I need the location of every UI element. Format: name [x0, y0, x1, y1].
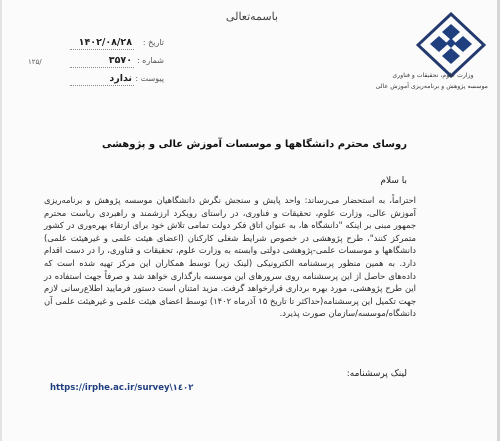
ministry-name: وزارت علوم، تحقیقات و فناوری [392, 72, 474, 79]
date-row [56, 38, 164, 52]
survey-link[interactable]: https://irphe.ac.ir/survey\۱٤۰۲ [50, 383, 194, 393]
number-row [56, 56, 164, 70]
attachment-underline [70, 85, 134, 86]
number-underline [70, 67, 134, 68]
letter-body: احتراماً، به استحضار می‌رساند: واحد پایش و سنجش نگرش دانشگاهیان موسسه پژوهش و برنامه‌ریزی آموزش عالی، وزارت علوم، تحقیقات و فناوری، در راستای رویکرد ارزشمند و راهبردی ریاست محترم جمهور مبنی بر اینکه "دانشگاه ها، به عنوان اتاق فکر دولت تمامی تلاش خود برای ارتقاء بهره‌وری در کشور متمرکز کنند"، طرح پژوهشی در خصوص شرایط شغلی کارکنان (اعضای هیئت علمی و غیرهیئت علمی) دانشگاهها و موسسات علمی-پژوهشی دولتی وابسته به وزارت علوم، تحقیقات و فناوری، را در دست اقدام دارد. به همین منظور پرسشنامه الکترونیکی (لینک زیر) توسط همکاران این مرکز تهیه شده است که داده‌های حاصل از این پرسشنامه روی سرورهای این موسسه بارگذاری خواهد شد و صرفاً جهت استفاده در این طرح پژوهشی، مورد بهره برداری قرارخواهد گرفت. مزید امتنان است دستور فرمایید اطلاع‌رسانی لازم جهت تکمیل این پرسشنامه(حداکثر تا تاریخ ۱۵ آذرماه ۱۴۰۲) توسط اعضای هیئت علمی و غیرهیئت علمی آن دانشگاه/موسسه/سازمان صورت پذیرد. [44, 195, 417, 319]
date-label: تاریخ : [142, 38, 164, 47]
number-label: شماره : [136, 56, 164, 65]
date-underline [70, 49, 134, 50]
attachment-label: پیوست : [135, 74, 164, 83]
page-edge-left [0, 0, 2, 441]
number-value: ۳۵۷۰ [108, 55, 132, 66]
letter-addressee: روسای محترم دانشگاهها و موسسات آموزش عالی و پژوهشی [102, 139, 407, 150]
survey-link-label: لینک پرسشنامه: [346, 369, 407, 379]
attachment-value: ندارد [109, 73, 132, 84]
letter-greeting: با سلام [380, 176, 407, 186]
institute-emblem-icon [416, 12, 486, 78]
date-value: ۱۴۰۲/۰۸/۲۸ [78, 37, 132, 48]
institute-name: موسسه پژوهش و برنامه‌ریزی آموزش عالی [375, 83, 488, 90]
number-prefix: ۱۲۵/ [28, 58, 42, 66]
bismillah-heading: باسمه‌تعالی [225, 10, 279, 23]
attachment-row [56, 74, 164, 88]
